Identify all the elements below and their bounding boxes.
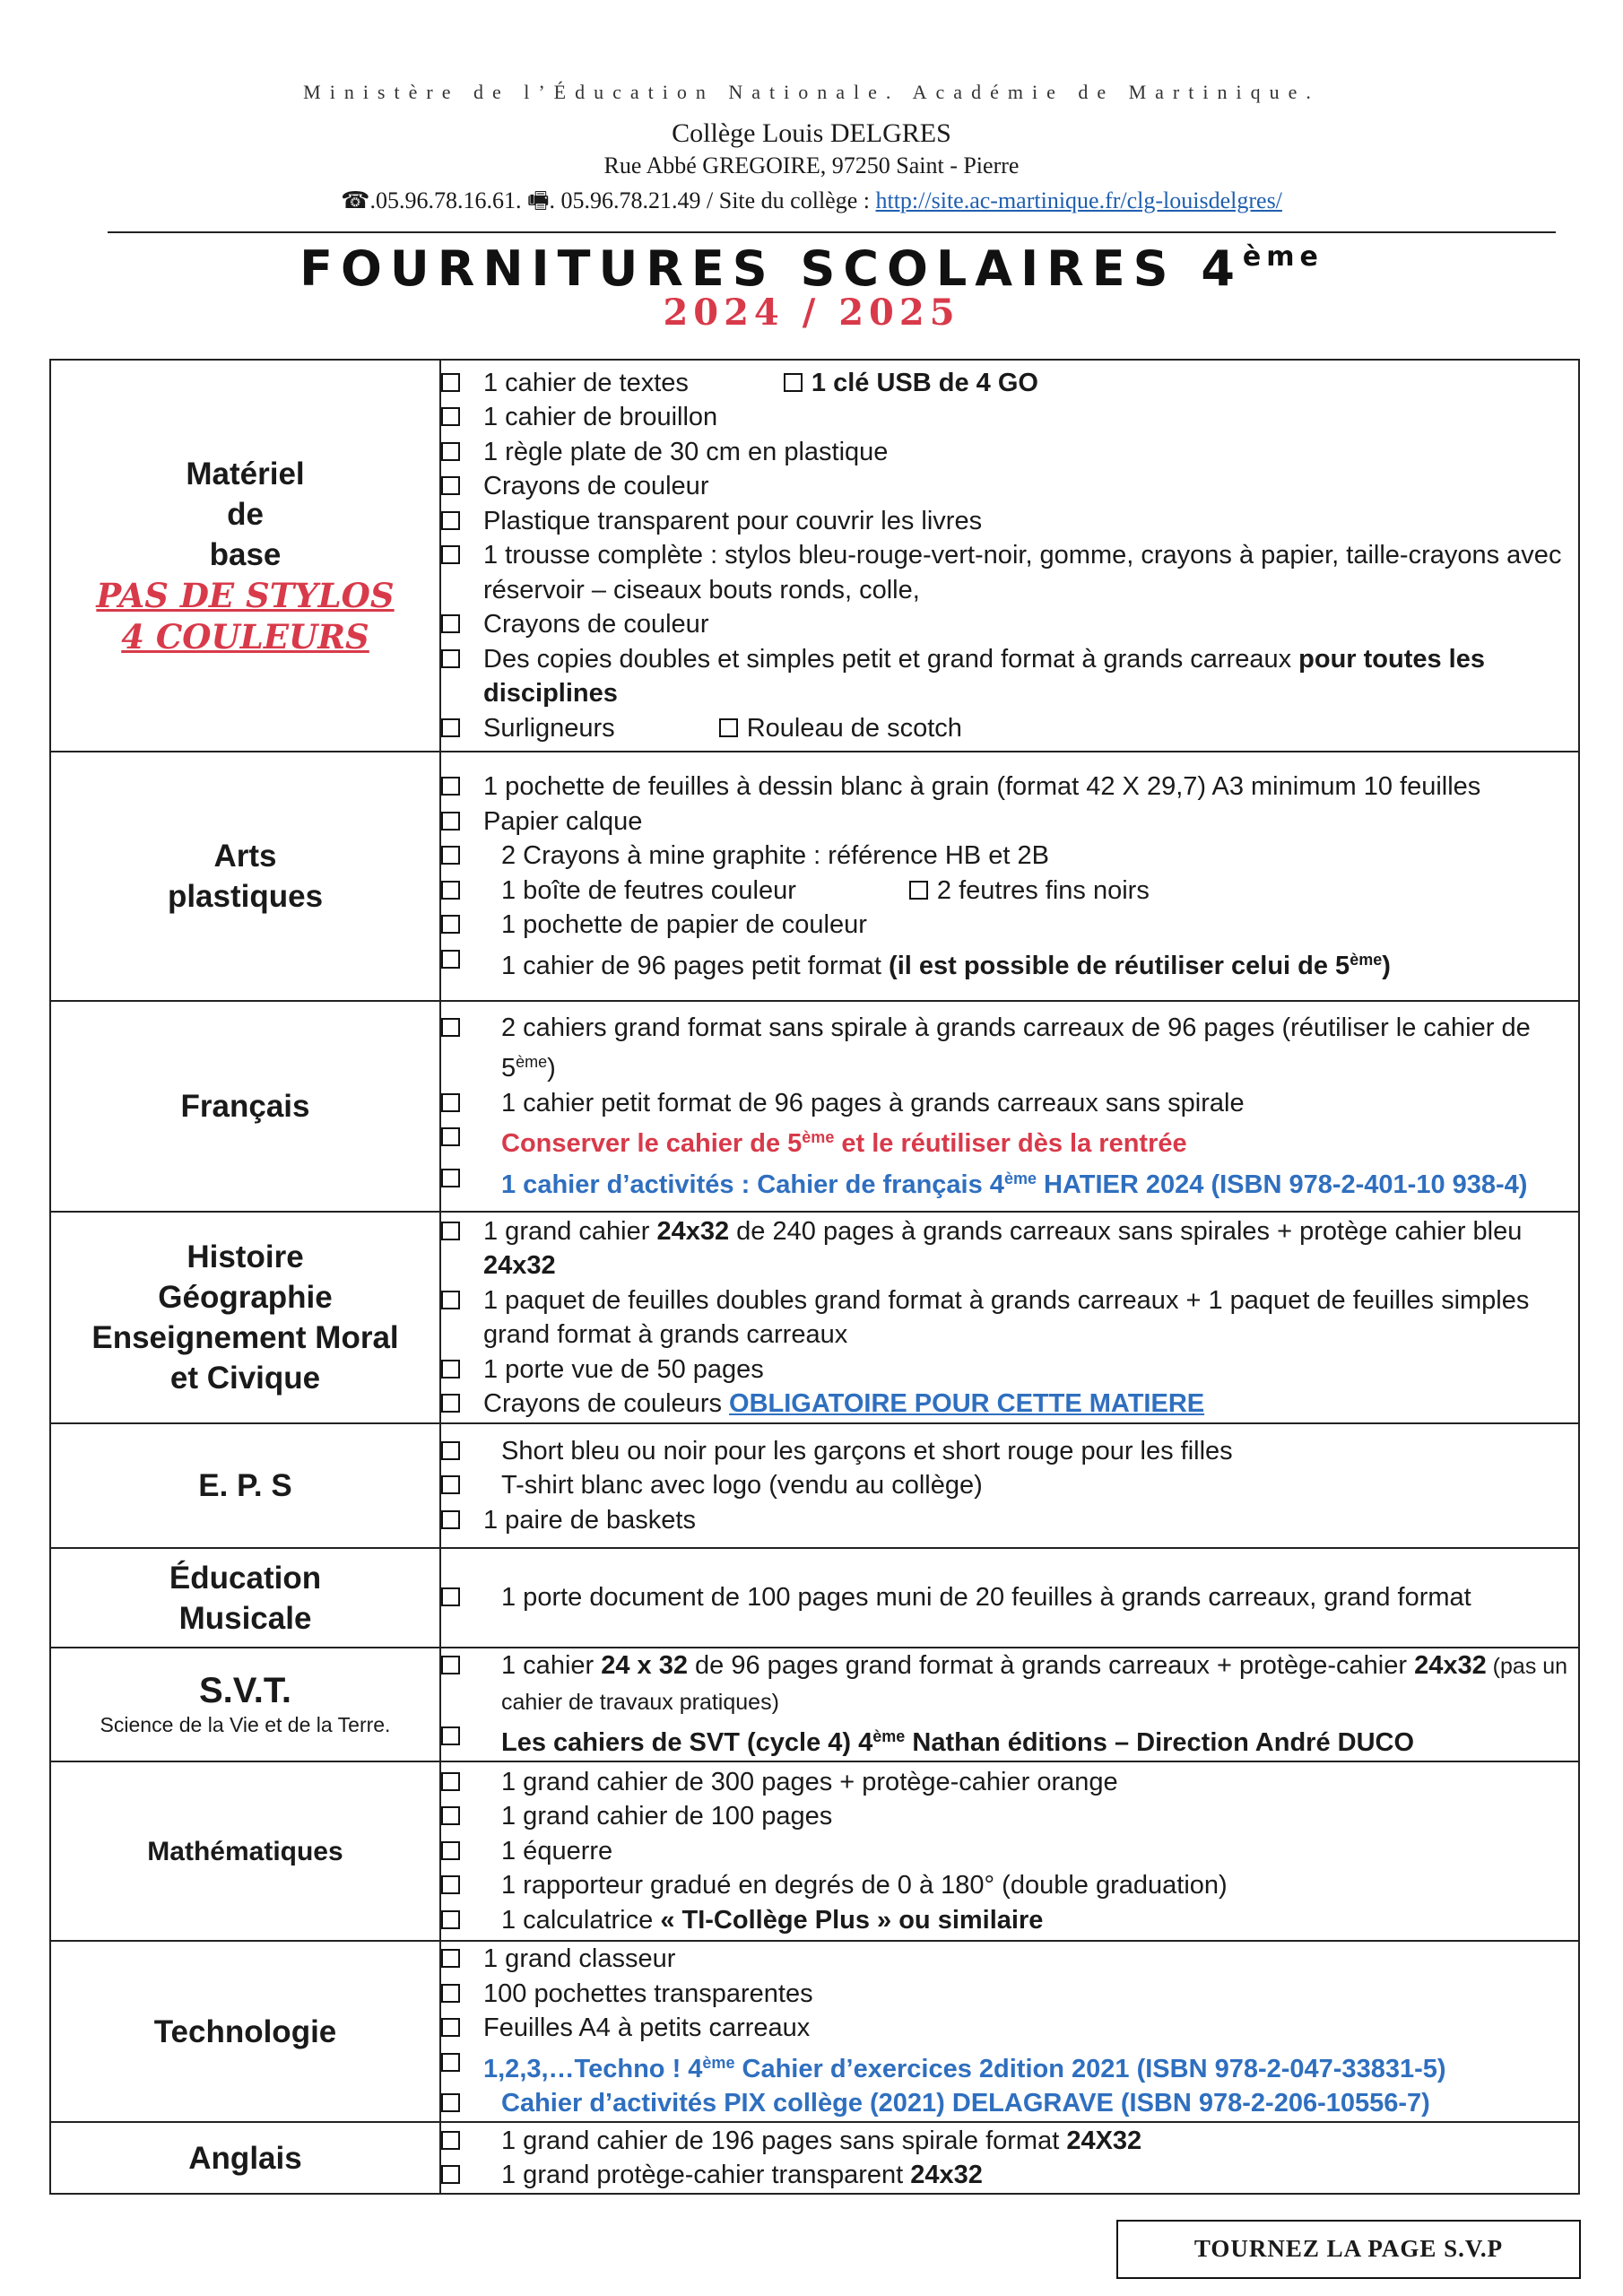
checkbox[interactable] (441, 1360, 460, 1378)
subject-name: et Civique (169, 1361, 321, 1396)
list-item (441, 1903, 1578, 1938)
checkbox[interactable] (441, 1018, 460, 1037)
subject-maths (50, 1761, 440, 1941)
item-text: Plastique transparent pour couvrir les livres (483, 506, 983, 535)
item-text: de 240 pages à grands carreaux sans spirales + protège cahier bleu (729, 1216, 1523, 1246)
item-text: Rouleau de scotch (746, 713, 962, 743)
item-text: 24x32 (1414, 1651, 1487, 1681)
list-item (441, 943, 1578, 984)
item-text: Short bleu ou noir pour les garçons et short rouge pour les filles (501, 1436, 1233, 1465)
checkbox[interactable] (441, 1394, 460, 1413)
list-item (441, 538, 1578, 607)
list-item (441, 1942, 1578, 1977)
checkbox[interactable] (441, 950, 460, 969)
item-text: 2 feutres fins noirs (936, 875, 1150, 905)
supplies-table (49, 359, 1580, 2195)
checkbox[interactable] (441, 511, 460, 530)
checkbox[interactable] (441, 2165, 460, 2184)
item-text: (il est possible de réutiliser celui de 5 (889, 951, 1350, 980)
row-arts (50, 752, 1579, 1001)
items-histoire (440, 1212, 1579, 1423)
item-text: T-shirt blanc avec logo (vendu au collège) (501, 1471, 983, 1500)
subject-materiel (50, 360, 440, 752)
item-text: 1 grand protège-cahier transparent (501, 2161, 911, 2189)
title-main: FOURNITURES SCOLAIRES 4 (299, 240, 1243, 297)
item-text: ) (547, 1054, 556, 1083)
item-text: 1 équerre (501, 1836, 613, 1866)
checkbox[interactable] (441, 1772, 460, 1791)
item-text: Cahier d’activités PIX collège (2021) DELAGRAVE (ISBN 978-2-206-10556-7) (501, 2089, 1430, 2118)
list-item (441, 1434, 1578, 1469)
item-text: Conserver le cahier de 5 (501, 1129, 803, 1159)
checkbox[interactable] (441, 1656, 460, 1674)
item-text: de 96 pages grand format à grands carreaux + protège-cahier (688, 1651, 1415, 1681)
item-text: 2 Crayons à mine graphite : référence HB et 2B (501, 841, 1049, 870)
row-anglais (50, 2122, 1579, 2194)
row-techno (50, 1941, 1579, 2122)
subject-name: E. P. S (198, 1468, 292, 1503)
item-text: ème (702, 2053, 735, 2072)
item-text: 1 cahier (501, 1651, 602, 1681)
list-item (441, 1161, 1578, 1203)
subject-svt (50, 1648, 440, 1761)
subject-name: Anglais (188, 2140, 302, 2176)
list-item (441, 400, 1578, 435)
subject-anglais (50, 2122, 440, 2194)
item-text: 1 règle plate de 30 cm en plastique (483, 437, 889, 466)
list-item (441, 1834, 1578, 1869)
college-site-link[interactable]: http://site.ac-martinique.fr/clg-louisdelgres/ (875, 187, 1282, 213)
checkbox[interactable] (441, 407, 460, 426)
items-materiel (440, 360, 1579, 752)
subject-name: Matériel (186, 457, 305, 491)
page-title (0, 240, 1623, 297)
list-item (441, 1719, 1578, 1761)
list-item (441, 504, 1578, 539)
row-maths (50, 1761, 1579, 1941)
subject-name: Géographie (158, 1280, 333, 1315)
checkbox[interactable] (441, 1441, 460, 1460)
checkbox[interactable] (441, 1806, 460, 1825)
checkbox[interactable] (441, 1984, 460, 2003)
item-text: 1 grand classeur (483, 1944, 676, 1974)
checkbox[interactable] (441, 777, 460, 796)
checkbox[interactable] (441, 373, 460, 392)
item-text: ème (872, 1727, 906, 1746)
list-item (441, 469, 1578, 504)
item-text: Crayons de couleur (483, 472, 709, 501)
title-sup: ème (1242, 241, 1324, 273)
item-text: 24X32 (1066, 2126, 1142, 2155)
item-text: 1 grand cahier de 100 pages (501, 1802, 833, 1831)
checkbox[interactable] (909, 881, 928, 900)
list-item (441, 1283, 1578, 1352)
item-text: Surligneurs (483, 713, 615, 743)
subject-name: plastiques (167, 879, 324, 914)
list-item (441, 1352, 1578, 1387)
item-text: et le réutiliser dès la rentrée (834, 1129, 1187, 1159)
checkbox[interactable] (441, 915, 460, 934)
list-item (441, 839, 1578, 874)
list-item (441, 1387, 1578, 1422)
subject-name: Français (180, 1089, 310, 1124)
subject-subtitle: Science de la Vie et de la Terre. (100, 1713, 391, 1736)
checkbox[interactable] (441, 1093, 460, 1112)
item-text: 1 calculatrice (501, 1905, 661, 1935)
subject-techno (50, 1941, 440, 2122)
subject-name: Enseignement Moral (91, 1320, 399, 1355)
list-item (441, 1468, 1578, 1503)
item-text: 1 porte document de 100 pages muni de 20 feuilles à grands carreaux, grand format (501, 1583, 1471, 1613)
checkbox[interactable] (441, 476, 460, 495)
checkbox[interactable] (441, 1169, 460, 1187)
item-text: 1,2,3,…Techno ! 4 (483, 2054, 703, 2083)
checkbox[interactable] (441, 1291, 460, 1309)
checkbox[interactable] (441, 1726, 460, 1745)
list-item (441, 1503, 1578, 1538)
item-text: Crayons de couleurs (483, 1389, 730, 1418)
checkbox[interactable] (441, 718, 460, 737)
list-item (441, 1214, 1578, 1283)
items-eps (440, 1423, 1579, 1548)
checkbox[interactable] (441, 2018, 460, 2037)
subject-francais (50, 1001, 440, 1212)
list-item (441, 1977, 1578, 2012)
checkbox[interactable] (441, 846, 460, 865)
item-text: ème (516, 1053, 548, 1072)
item-text: 24 x 32 (601, 1651, 688, 1681)
item-text: 1 cahier petit format de 96 pages à grands carreaux sans spirale (501, 1088, 1245, 1118)
list-item (441, 874, 1578, 909)
school-year: 2024 / 2025 (663, 291, 960, 334)
checkbox[interactable] (441, 1841, 460, 1860)
checkbox[interactable] (441, 1510, 460, 1529)
phone-number: ☎.05.96.78.16.61. (341, 187, 522, 213)
checkbox[interactable] (441, 1127, 460, 1146)
subject-eps (50, 1423, 440, 1548)
item-text: 1 paquet de feuilles doubles grand format à grands carreaux + 1 paquet de feuilles simples grand format à grands carreaux (483, 1285, 1530, 1349)
item-text: 1 boîte de feutres couleur (501, 875, 796, 905)
items-svt (440, 1648, 1579, 1761)
item-text: Feuilles A4 à petits carreaux (483, 2013, 811, 2043)
site-label: / Site du collège : (700, 187, 876, 213)
item-text: 1 clé USB de 4 GO (811, 368, 1038, 397)
list-item (441, 1868, 1578, 1903)
fax-number: 🖷. 05.96.78.21.49 (526, 187, 701, 213)
checkbox[interactable] (441, 1949, 460, 1968)
list-item (441, 435, 1578, 470)
list-item (441, 2158, 1578, 2193)
subject-name: Éducation (169, 1560, 322, 1596)
subject-name: de (227, 497, 264, 532)
list-item (441, 1011, 1578, 1086)
items-techno (440, 1941, 1579, 2122)
ministry-line: Ministère de l’Éducation Nationale. Académie de Martinique. (303, 81, 1320, 103)
list-item (441, 1799, 1578, 1834)
item-text: ème (802, 1128, 835, 1147)
checkbox[interactable] (441, 1222, 460, 1240)
items-arts (440, 752, 1579, 1001)
list-item (441, 642, 1578, 711)
item-text: 1 cahier d’activités : Cahier de français 4 (501, 1170, 1004, 1199)
row-eps (50, 1423, 1579, 1548)
subject-name: Technologie (153, 2013, 337, 2049)
items-anglais (440, 2122, 1579, 2194)
subject-name: S.V.T. (198, 1671, 292, 1710)
checkbox[interactable] (719, 718, 738, 737)
item-text: 24x32 (483, 1251, 556, 1280)
item-text: 2 cahiers grand format sans spirale à grands carreaux de 96 pages (réutiliser le cahier de 5 (501, 1013, 1531, 1083)
row-musique (50, 1548, 1579, 1648)
checkbox[interactable] (441, 1910, 460, 1929)
item-text: 24x32 (656, 1216, 730, 1246)
list-item (441, 1765, 1578, 1800)
item-text: Les cahiers de SVT (cycle 4) 4 (501, 1728, 873, 1758)
item-text: 1 pochette de feuilles à dessin blanc à grain (format 42 X 29,7) A3 minimum 10 feuilles (483, 772, 1481, 801)
row-histoire (50, 1212, 1579, 1423)
item-text: 1 cahier de brouillon (483, 403, 718, 432)
item-text: 1 porte vue de 50 pages (483, 1354, 764, 1384)
checkbox[interactable] (441, 2053, 460, 2072)
subject-arts (50, 752, 440, 1001)
list-item (441, 770, 1578, 804)
list-item (441, 2046, 1578, 2087)
college-address: Rue Abbé GREGOIRE, 97250 Saint - Pierre (603, 152, 1020, 178)
college-name: Collège Louis DELGRES (672, 118, 951, 148)
items-francais (440, 1001, 1579, 1212)
item-text: 1 rapporteur gradué en degrés de 0 à 180° (double graduation) (501, 1871, 1228, 1900)
item-text: ème (1003, 1169, 1037, 1187)
contact-line (0, 184, 1623, 223)
row-francais (50, 1001, 1579, 1212)
item-text: HATIER 2024 (ISBN 978-2-401-10 938-4) (1036, 1170, 1528, 1199)
checkbox[interactable] (441, 2131, 460, 2150)
list-item (441, 1580, 1578, 1615)
checkbox[interactable] (441, 545, 460, 564)
item-text: Nathan éditions – Direction André DUCO (905, 1728, 1415, 1758)
list-item (441, 908, 1578, 943)
item-text: 100 pochettes transparentes (483, 1979, 813, 2008)
items-maths (440, 1761, 1579, 1941)
checkbox[interactable] (441, 1587, 460, 1606)
checkbox[interactable] (441, 614, 460, 633)
subject-name: base (209, 537, 282, 572)
item-text: 1 grand cahier de 300 pages + protège-cahier orange (501, 1767, 1118, 1796)
item-text: Crayons de couleur (483, 610, 709, 639)
item-text: 1 cahier de 96 pages petit format (501, 951, 890, 980)
list-item (441, 804, 1578, 839)
subject-name: Mathématiques (147, 1836, 343, 1866)
list-item (441, 2011, 1578, 2046)
subject-musique (50, 1548, 440, 1648)
item-text: 1 cahier de textes (483, 368, 689, 397)
item-text: Papier calque (483, 806, 643, 836)
items-musique (440, 1548, 1579, 1648)
list-item (441, 2124, 1578, 2159)
subject-name: Arts (213, 839, 277, 874)
row-materiel (50, 360, 1579, 752)
checkbox[interactable] (441, 812, 460, 831)
item-text: Des copies doubles et simples petit et grand format à grands carreaux (483, 644, 1299, 674)
list-item (441, 366, 1578, 401)
item-text: 1 grand cahier de 196 pages sans spirale format (501, 2126, 1067, 2155)
list-item (441, 1120, 1578, 1161)
header-divider (108, 231, 1556, 233)
turn-page-note: TOURNEZ LA PAGE S.V.P (1116, 2220, 1581, 2279)
checkbox[interactable] (441, 881, 460, 900)
checkbox[interactable] (441, 1875, 460, 1894)
list-item (441, 607, 1578, 642)
subject-histoire (50, 1212, 440, 1423)
list-item (441, 711, 1578, 746)
checkbox[interactable] (441, 1475, 460, 1494)
item-text: 1 trousse complète : stylos bleu-rouge-vert-noir, gomme, crayons à papier, taille-crayons avec réservoir – ciseaux bouts ronds, colle, (483, 541, 1562, 604)
item-text: 24x32 (910, 2161, 983, 2189)
list-item (441, 1086, 1578, 1121)
item-text: 1 pochette de papier de couleur (501, 910, 867, 939)
item-text: Cahier d’exercices 2dition 2021 (ISBN 978-2-047-33831-5) (734, 2054, 1446, 2083)
warning-no-4-color-pens: PAS DE STYLOS (96, 576, 395, 615)
item-text: « TI-Collège Plus » ou similaire (660, 1905, 1044, 1935)
checkbox[interactable] (441, 442, 460, 461)
item-text: 1 paire de baskets (483, 1505, 696, 1535)
item-text: 1 grand cahier (483, 1216, 657, 1246)
item-text: ème (1350, 950, 1383, 969)
list-item (441, 1648, 1578, 1719)
subject-name: Histoire (187, 1239, 304, 1274)
item-text: OBLIGATOIRE POUR CETTE MATIERE (729, 1389, 1205, 1418)
subject-name: Musicale (178, 1600, 312, 1636)
item-text: pour toutes les disciplines (483, 644, 1485, 709)
item-text: (pas un cahier de travaux pratiques) (501, 1654, 1568, 1715)
checkbox[interactable] (784, 373, 803, 392)
item-text: ) (1382, 951, 1391, 980)
checkbox[interactable] (441, 2093, 460, 2112)
list-item (441, 2086, 1578, 2121)
row-svt (50, 1648, 1579, 1761)
checkbox[interactable] (441, 649, 460, 668)
warning-no-4-color-pens: 4 COULEURS (121, 617, 369, 657)
